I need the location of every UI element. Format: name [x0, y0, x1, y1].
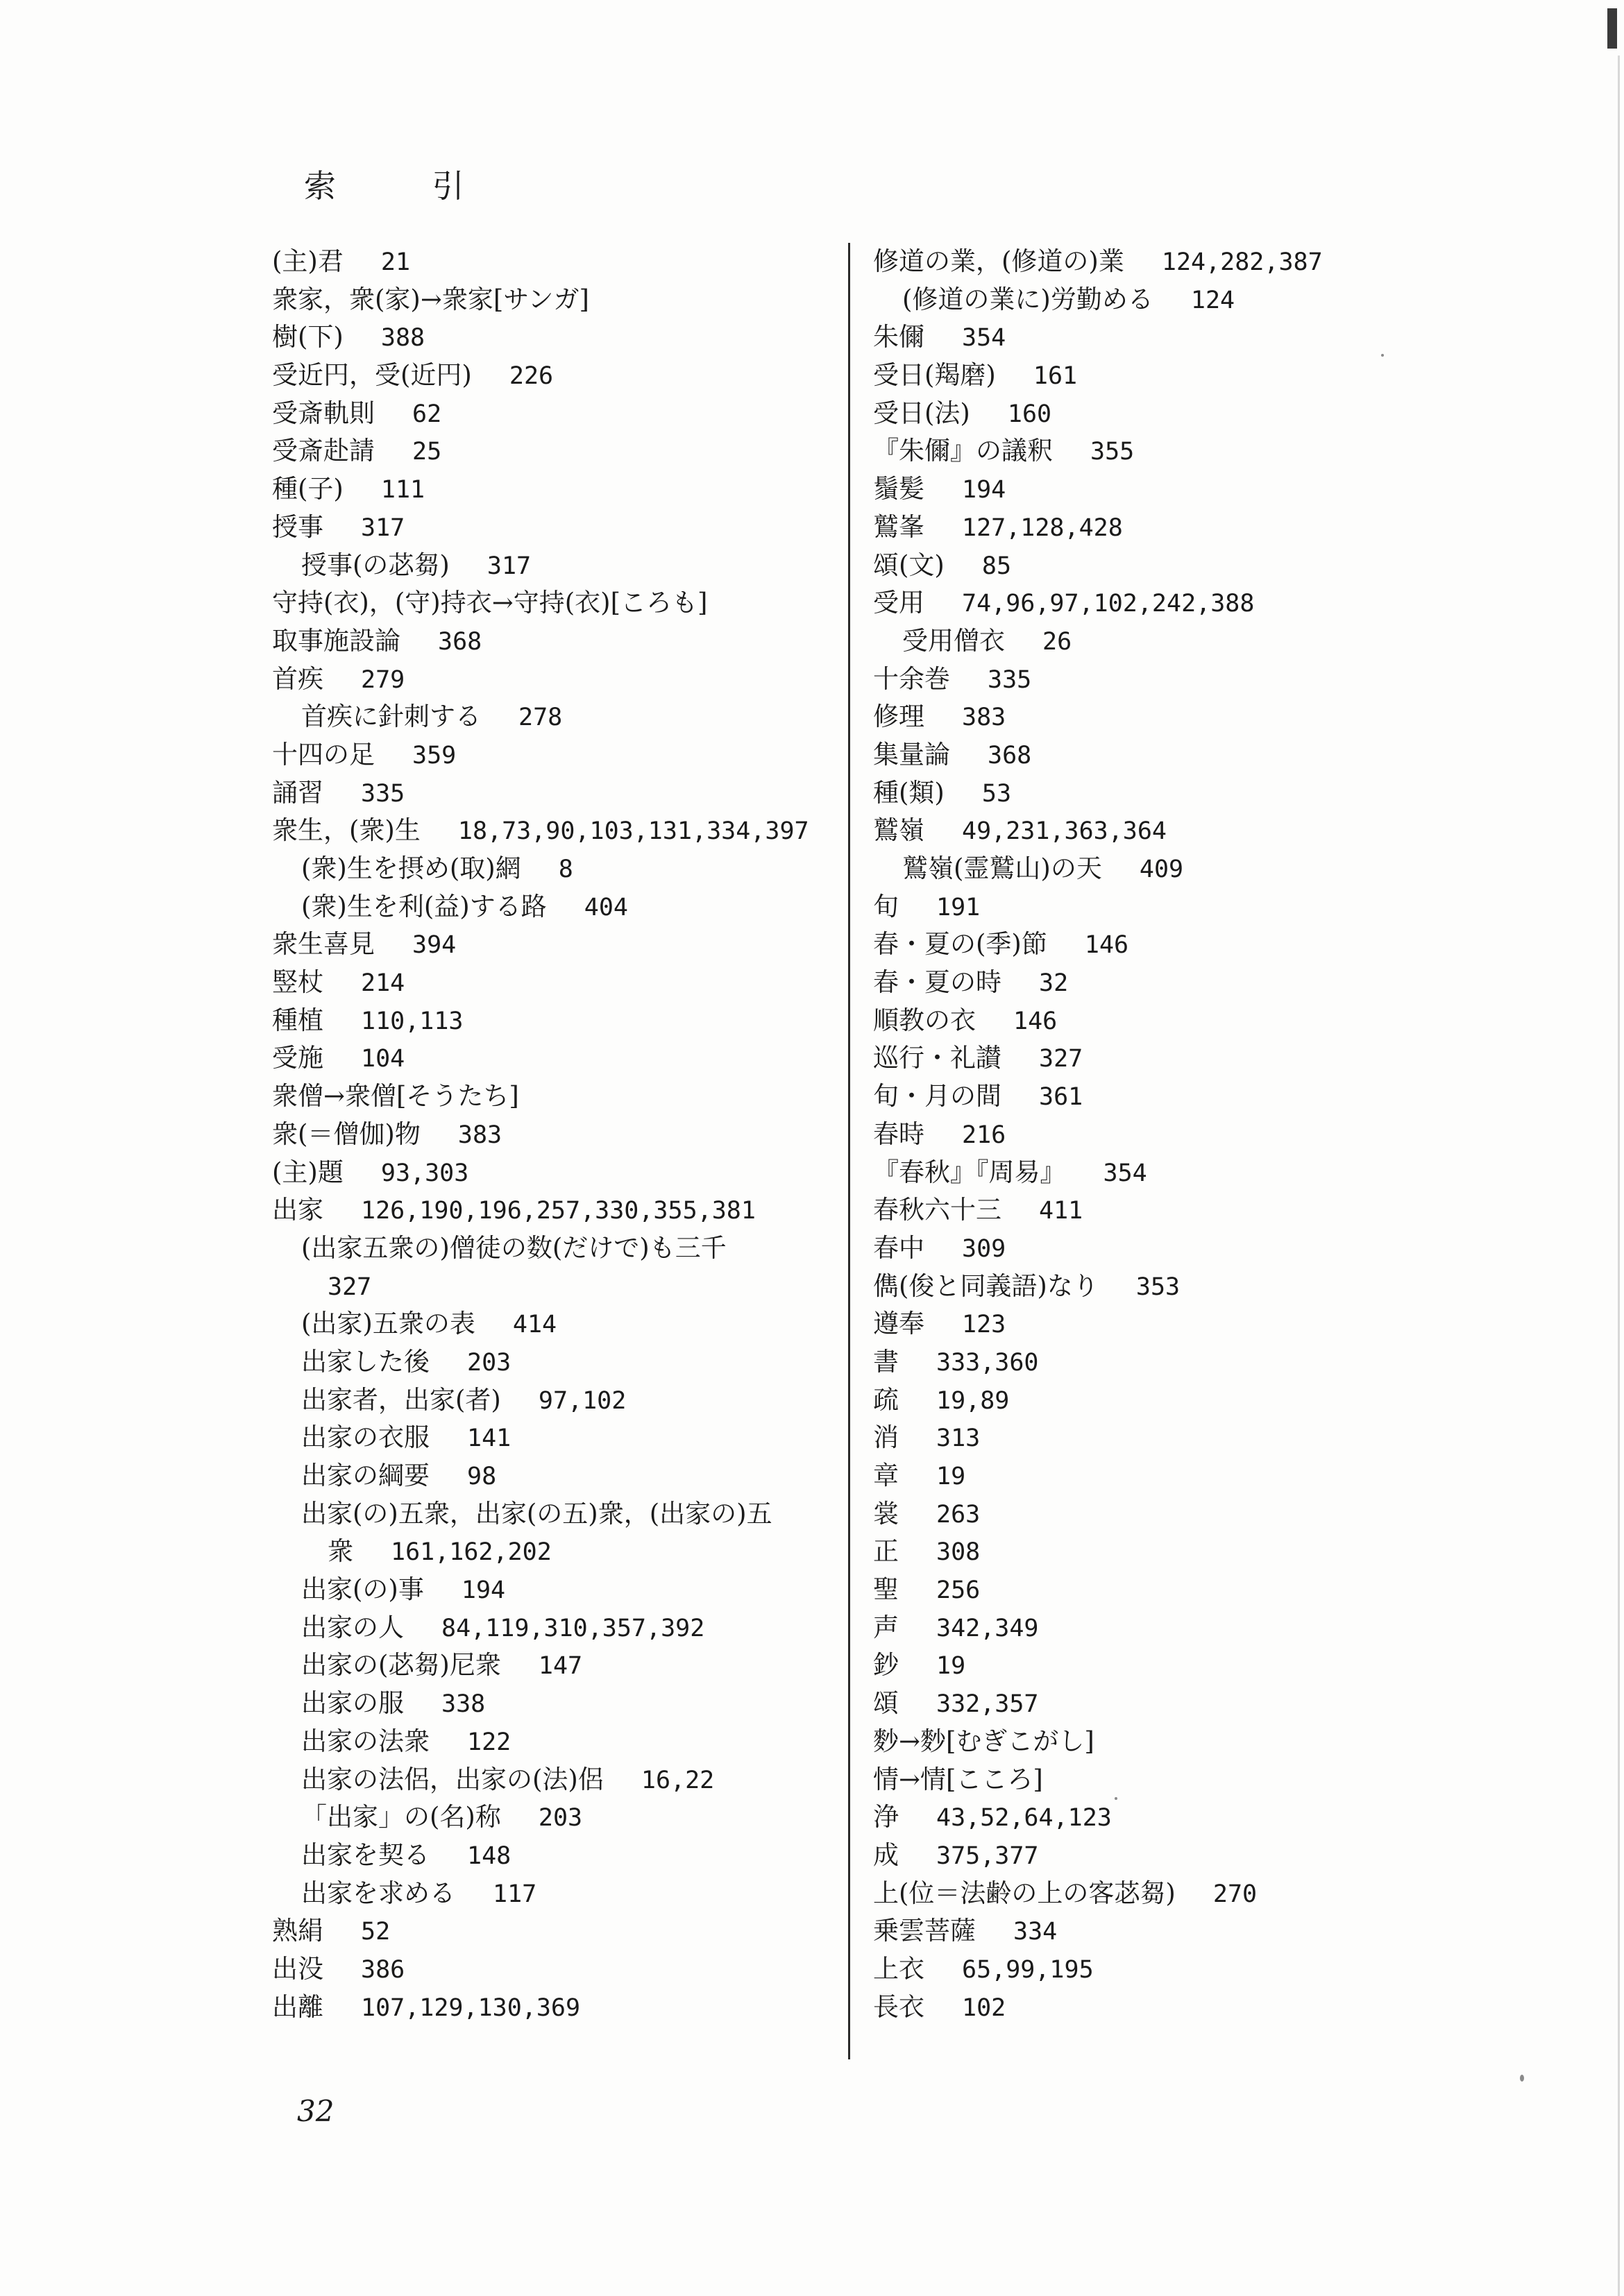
index-entry	[272, 1457, 834, 1495]
index-page-refs: 122	[467, 1728, 511, 1756]
index-page-refs: 32	[1039, 969, 1069, 998]
index-page-refs: 308	[936, 1538, 981, 1567]
index-page-refs: 359	[412, 741, 457, 769]
index-entry	[272, 1533, 834, 1571]
index-term: 首疾	[272, 663, 323, 694]
index-page-refs: 368	[438, 627, 482, 656]
index-entry	[272, 736, 834, 774]
index-entry	[272, 281, 834, 319]
index-term: 樹(下)	[272, 322, 344, 352]
index-term: 受日(羯磨)	[873, 360, 996, 391]
index-term: 出家(の)五衆，出家(の五)衆，(出家の)五	[301, 1498, 772, 1529]
index-term: 授事	[272, 511, 323, 542]
index-term: 春中	[873, 1232, 924, 1263]
index-page-refs: 333,360	[936, 1348, 1039, 1377]
index-term: 出家の綱要	[301, 1461, 430, 1490]
index-page-refs: 19	[936, 1652, 966, 1681]
index-term: 裳	[873, 1498, 899, 1529]
index-page-refs: 354	[1103, 1159, 1147, 1187]
index-page-refs: 354	[962, 324, 1006, 352]
index-entry	[873, 1381, 1442, 1420]
index-term: 取事施設論	[272, 625, 400, 656]
index-page-refs: 353	[1135, 1273, 1181, 1301]
index-page-refs: 203	[538, 1804, 583, 1832]
index-page-refs: 409	[1139, 856, 1184, 883]
index-entry	[873, 281, 1442, 319]
index-page-refs: 335	[361, 779, 405, 808]
index-entry	[873, 1875, 1442, 1913]
index-term: 出家した後	[301, 1346, 430, 1377]
index-page-refs: 270	[1212, 1880, 1258, 1908]
index-entry	[272, 774, 834, 813]
index-page-refs: 111	[380, 476, 425, 504]
index-entry	[873, 1457, 1442, 1495]
index-entry	[873, 243, 1442, 281]
index-term: 旬・月の間	[873, 1081, 1001, 1112]
index-page-refs: 404	[584, 893, 628, 921]
index-term: 出家の(苾芻)尼衆	[301, 1650, 501, 1681]
index-page-refs: 161,162,202	[391, 1538, 552, 1567]
index-entry	[272, 1495, 834, 1533]
index-term: (出家)五衆の表	[301, 1309, 475, 1339]
index-page-refs: 19,89	[936, 1386, 1010, 1415]
index-page-refs: 278	[518, 704, 563, 732]
index-entry	[873, 1989, 1442, 2027]
index-page-refs: 102	[962, 1993, 1006, 2022]
index-term: 『朱儞』の議釈	[873, 436, 1053, 466]
index-page-refs: 123	[962, 1311, 1006, 1339]
index-entry	[873, 1723, 1442, 1761]
index-entry	[873, 1002, 1442, 1040]
index-page-refs: 141	[467, 1425, 511, 1453]
index-page-refs: 386	[361, 1955, 405, 1984]
index-page-refs: 332,357	[936, 1690, 1039, 1719]
index-page-refs: 317	[487, 552, 532, 580]
index-term: 守持(衣)，(守)持衣→守持(衣)[ころも]	[272, 588, 708, 618]
index-entry	[873, 698, 1442, 736]
index-page-refs: 85	[981, 552, 1012, 580]
index-term: 鷲嶺	[873, 815, 924, 846]
index-term: 受施	[272, 1043, 323, 1073]
index-term: (出家五衆の)僧徒の数(だけで)も三千	[301, 1232, 727, 1263]
index-term: 種(類)	[873, 777, 945, 808]
index-entry	[873, 1495, 1442, 1533]
index-page-refs: 110,113	[361, 1007, 464, 1035]
index-page-refs: 49,231,363,364	[962, 817, 1167, 846]
index-term: 衆家，衆(家)→衆家[サンガ]	[272, 284, 589, 314]
index-term: 種(子)	[272, 474, 344, 504]
index-term: 浄	[873, 1802, 899, 1832]
index-entry	[873, 622, 1442, 661]
index-term: 衆	[328, 1536, 353, 1567]
index-page-refs: 19	[936, 1463, 966, 1490]
index-page-refs: 84,119,310,357,392	[441, 1614, 705, 1642]
index-page-refs: 191	[936, 893, 981, 921]
index-page-refs: 104	[361, 1045, 405, 1073]
index-term: 衆(＝僧伽)物	[272, 1119, 421, 1149]
index-term: 春時	[873, 1119, 924, 1149]
index-entry	[272, 661, 834, 699]
index-page-refs: 117	[493, 1880, 537, 1908]
index-page-refs: 25	[412, 438, 442, 466]
index-term: 十四の足	[272, 739, 375, 769]
index-entry	[272, 1116, 834, 1154]
index-page-refs: 127,128,428	[962, 513, 1123, 542]
index-entry	[873, 1609, 1442, 1647]
index-page-refs: 26	[1042, 627, 1072, 656]
index-page-refs: 279	[361, 665, 405, 694]
index-term: 種植	[272, 1005, 323, 1035]
index-entry	[272, 584, 834, 622]
index-page-refs: 368	[988, 741, 1032, 769]
index-entry	[272, 357, 834, 395]
index-entry	[873, 1837, 1442, 1875]
index-term: 乗雲菩薩	[873, 1916, 976, 1946]
index-page-refs: 335	[988, 665, 1032, 694]
index-term: 成	[873, 1839, 899, 1870]
index-term: 疏	[873, 1384, 899, 1415]
index-entry	[873, 1116, 1442, 1154]
index-page-refs: 313	[936, 1425, 981, 1453]
index-entry	[272, 1419, 834, 1457]
index-term: 衆僧→衆僧[そうたち]	[272, 1081, 519, 1112]
index-page-refs: 194	[461, 1576, 506, 1605]
index-term: 章	[873, 1461, 899, 1490]
index-page-refs: 203	[467, 1348, 511, 1377]
index-page-refs: 98	[467, 1463, 497, 1490]
index-term: 旬	[873, 891, 899, 921]
index-page-refs: 53	[981, 779, 1012, 808]
index-page-refs: 375,377	[936, 1842, 1039, 1870]
index-entry	[272, 1268, 834, 1306]
index-page-refs: 62	[412, 400, 442, 428]
index-entry	[873, 432, 1442, 470]
index-term: 鬚髪	[873, 474, 924, 504]
index-term: 出家の服	[301, 1688, 404, 1719]
index-entry	[272, 1837, 834, 1875]
index-term: 出没	[272, 1953, 323, 1984]
index-page-refs: 97,102	[538, 1386, 627, 1415]
index-entry	[873, 1078, 1442, 1116]
index-term: 十余巻	[873, 663, 950, 694]
index-page-refs: 43,52,64,123	[936, 1804, 1112, 1832]
index-entry	[873, 1571, 1442, 1609]
index-page-refs: 148	[467, 1842, 511, 1870]
index-entry	[873, 509, 1442, 547]
index-page-refs: 124,282,387	[1161, 248, 1323, 276]
index-term: 出家	[272, 1195, 323, 1225]
index-entry	[272, 1571, 834, 1609]
index-entry	[873, 1647, 1442, 1685]
index-page-refs: 146	[1084, 931, 1129, 960]
index-entry	[272, 1305, 834, 1343]
index-term: 遵奉	[873, 1309, 924, 1339]
index-term: 上衣	[873, 1953, 924, 1984]
index-term: (主)君	[272, 246, 344, 276]
index-term: 首疾に針刺する	[301, 701, 481, 732]
index-entry	[272, 1002, 834, 1040]
index-term: 鷲嶺(霊鷲山)の天	[902, 853, 1102, 883]
index-term: 出家(の)事	[301, 1574, 424, 1605]
index-entry	[272, 1761, 834, 1799]
index-entry	[873, 774, 1442, 813]
index-page-refs: 93,303	[380, 1159, 469, 1187]
index-entry	[272, 470, 834, 509]
scan-speck	[1520, 2075, 1524, 2082]
index-entry	[873, 470, 1442, 509]
index-page-refs: 147	[538, 1652, 583, 1681]
index-term: 儁(俊と同義語)なり	[873, 1270, 1099, 1301]
page-number: 32	[297, 2094, 335, 2128]
index-entry	[272, 926, 834, 964]
index-term: 頌(文)	[873, 550, 945, 580]
index-page-refs: 160	[1007, 400, 1052, 428]
index-entry	[873, 1343, 1442, 1381]
index-entry	[873, 1912, 1442, 1950]
index-term: 修道の業，(修道の)業	[873, 246, 1124, 276]
index-term: (修道の業に)労勤める	[902, 284, 1153, 314]
index-term: 情→情[こころ]	[873, 1764, 1043, 1794]
index-entry	[272, 1798, 834, 1837]
index-entry	[873, 395, 1442, 433]
index-page-refs: 327	[1039, 1045, 1083, 1073]
index-page-refs: 52	[361, 1918, 391, 1946]
index-entry	[272, 318, 834, 357]
index-entry	[272, 1875, 834, 1913]
left-index-column	[272, 243, 834, 2026]
index-entry	[272, 1381, 834, 1420]
index-page-refs: 126,190,196,257,330,355,381	[361, 1197, 756, 1225]
index-entry	[272, 622, 834, 661]
index-entry	[272, 1685, 834, 1723]
index-entry	[272, 888, 834, 926]
index-page-refs: 327	[328, 1273, 372, 1301]
index-term: 巡行・礼讃	[873, 1043, 1001, 1073]
scan-edge-mark	[1607, 8, 1617, 49]
index-term: 修理	[873, 701, 924, 732]
index-term: 朱儞	[873, 322, 924, 352]
index-entry	[873, 1230, 1442, 1268]
index-entry	[272, 1647, 834, 1685]
index-page-refs: 263	[936, 1500, 981, 1529]
index-page-refs: 74,96,97,102,242,388	[962, 590, 1255, 618]
index-entry	[873, 318, 1442, 357]
index-term: 誦習	[272, 777, 323, 808]
index-entry	[873, 584, 1442, 622]
page-title: 索 引	[304, 167, 507, 205]
index-entry	[272, 243, 834, 281]
index-term: 授事(の苾芻)	[301, 550, 450, 580]
index-entry	[873, 661, 1442, 699]
index-page-refs: 361	[1039, 1083, 1083, 1112]
index-term: 竪杖	[272, 967, 323, 998]
index-entry	[873, 812, 1442, 850]
index-entry	[873, 888, 1442, 926]
index-page-refs: 309	[962, 1234, 1006, 1263]
index-entry	[272, 964, 834, 1002]
index-term: 出家の法侶，出家の(法)侶	[301, 1764, 604, 1794]
index-term: 熟絹	[272, 1916, 323, 1946]
index-term: 書	[873, 1346, 899, 1377]
index-entry	[873, 964, 1442, 1002]
index-entry	[272, 547, 834, 585]
index-term: 鈔	[873, 1650, 899, 1681]
index-term: 出離	[272, 1991, 323, 2022]
index-page-refs: 16,22	[641, 1766, 715, 1794]
index-page-refs: 146	[1013, 1007, 1058, 1035]
index-page-refs: 394	[412, 931, 457, 960]
index-entry	[272, 1191, 834, 1230]
index-term: 『春秋』『周易』	[873, 1157, 1066, 1187]
index-term: 受用	[873, 588, 924, 618]
index-term: (衆)生を利(益)する路	[301, 891, 547, 921]
index-entry	[873, 1685, 1442, 1723]
index-entry	[873, 1798, 1442, 1837]
index-term: 鷲峯	[873, 511, 924, 542]
index-term: 声	[873, 1612, 899, 1642]
index-entry	[272, 509, 834, 547]
index-entry	[272, 1912, 834, 1950]
index-term: 春・夏の(季)節	[873, 929, 1047, 960]
index-entry	[873, 926, 1442, 964]
index-page-refs: 342,349	[936, 1614, 1039, 1642]
index-term: 受近円，受(近円)	[272, 360, 472, 391]
index-entry	[272, 1609, 834, 1647]
index-entry	[272, 1078, 834, 1116]
index-term: 上(位＝法齢の上の客苾芻)	[873, 1878, 1176, 1908]
index-entry	[873, 1533, 1442, 1571]
index-term: (主)題	[272, 1157, 344, 1187]
index-page-refs: 216	[962, 1121, 1006, 1149]
index-term: 出家の衣服	[301, 1422, 430, 1453]
index-entry	[873, 736, 1442, 774]
column-divider	[848, 243, 850, 2059]
index-entry	[272, 1723, 834, 1761]
index-page-refs: 226	[509, 362, 554, 391]
index-entry	[873, 850, 1442, 888]
index-entry	[873, 1191, 1442, 1230]
index-term: 衆生喜見	[272, 929, 375, 960]
index-term: 出家を契る	[301, 1839, 430, 1870]
index-entry	[272, 1343, 834, 1381]
index-term: 春・夏の時	[873, 967, 1001, 998]
index-entry	[873, 1305, 1442, 1343]
index-term: 春秋六十三	[873, 1195, 1001, 1225]
index-page-refs: 355	[1090, 438, 1135, 466]
index-term: 出家の人	[301, 1612, 404, 1642]
index-term: 「出家」の(名)称	[301, 1802, 501, 1832]
index-term: 麨→麨[むぎこがし]	[873, 1726, 1094, 1756]
index-term: 正	[873, 1536, 899, 1567]
index-entry	[272, 1230, 834, 1268]
index-page-refs: 317	[361, 513, 405, 542]
index-page-refs: 194	[962, 476, 1006, 504]
index-entry	[873, 1268, 1442, 1306]
index-term: 順教の衣	[873, 1005, 976, 1035]
index-entry	[873, 1761, 1442, 1799]
index-term: 受斎赴請	[272, 436, 375, 466]
index-entry	[272, 1950, 834, 1989]
index-page-refs: 161	[1033, 362, 1078, 391]
index-entry	[272, 1154, 834, 1192]
index-entry	[272, 395, 834, 433]
index-page-refs: 214	[361, 969, 405, 998]
index-entry	[272, 1989, 834, 2027]
index-entry	[272, 850, 834, 888]
index-page-refs: 124	[1190, 286, 1235, 314]
index-term: 出家の法衆	[301, 1726, 430, 1756]
index-term: (衆)生を摂め(取)網	[301, 853, 521, 883]
index-page-refs: 18,73,90,103,131,334,397	[457, 817, 809, 846]
index-page-refs: 383	[457, 1121, 502, 1149]
index-page-refs: 334	[1013, 1918, 1058, 1946]
index-term: 出家を求める	[301, 1878, 455, 1908]
index-entry	[873, 1039, 1442, 1078]
index-entry	[873, 1154, 1442, 1192]
index-entry	[873, 1950, 1442, 1989]
index-term: 衆生，(衆)生	[272, 815, 421, 846]
index-term: 受斎軌則	[272, 398, 375, 428]
index-page-refs: 411	[1039, 1197, 1083, 1225]
index-term: 聖	[873, 1574, 899, 1605]
index-entry	[272, 432, 834, 470]
index-entry	[873, 547, 1442, 585]
right-index-column	[873, 243, 1442, 2026]
index-term: 長衣	[873, 1991, 924, 2022]
index-entry	[272, 698, 834, 736]
index-term: 出家者，出家(者)	[301, 1384, 501, 1415]
index-page-refs: 338	[441, 1690, 486, 1719]
index-page-refs: 107,129,130,369	[361, 1993, 581, 2022]
index-term: 消	[873, 1422, 899, 1453]
index-term: 受日(法)	[873, 398, 970, 428]
index-term: 集量論	[873, 739, 950, 769]
index-page-refs: 8	[558, 856, 573, 883]
index-term: 頌	[873, 1688, 899, 1719]
index-page-refs: 65,99,195	[962, 1955, 1094, 1984]
index-entry	[272, 1039, 834, 1078]
scan-edge-line	[1618, 56, 1620, 2296]
index-page-refs: 414	[512, 1311, 557, 1339]
index-term: 受用僧衣	[902, 625, 1005, 656]
index-page-refs: 21	[380, 248, 411, 276]
index-page-refs: 388	[380, 324, 425, 352]
index-page-refs: 256	[936, 1576, 981, 1605]
index-entry	[272, 812, 834, 850]
index-entry	[873, 1419, 1442, 1457]
index-entry	[873, 357, 1442, 395]
index-page-refs: 383	[962, 704, 1006, 732]
